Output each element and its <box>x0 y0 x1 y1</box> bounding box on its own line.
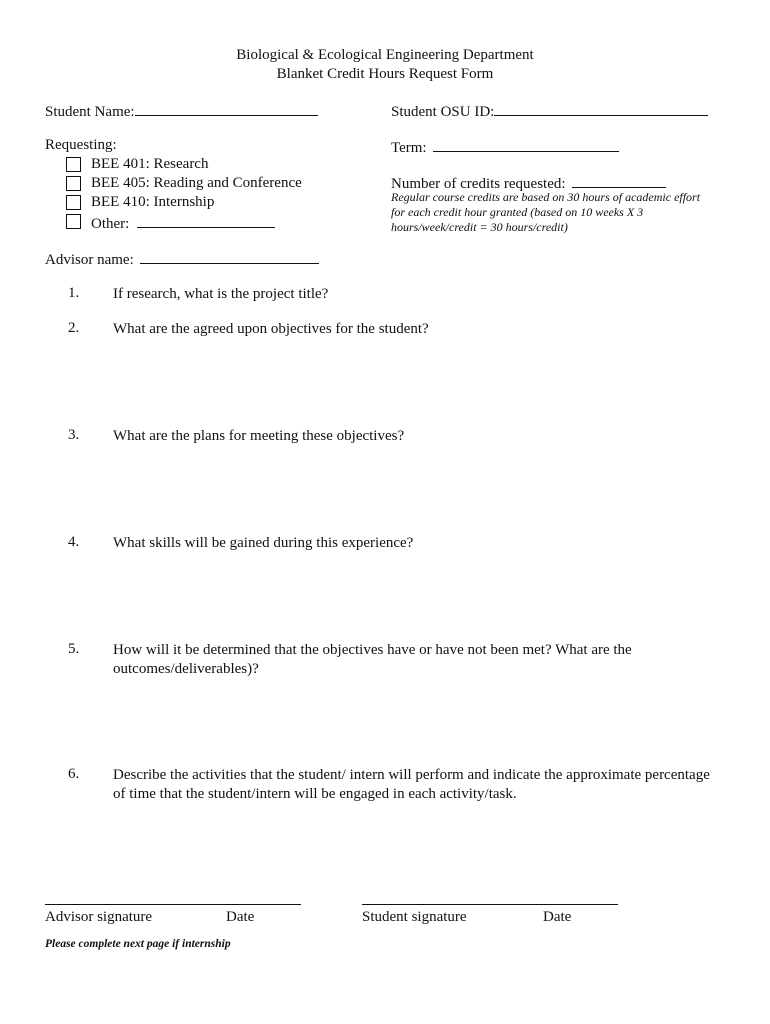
credits-note-line: Regular course credits are based on 30 hours of academic effort <box>391 190 701 204</box>
footer-note: Please complete next page if internship <box>45 938 231 950</box>
question-number: 5. <box>68 641 80 657</box>
student-name-label: Student Name: <box>45 104 135 120</box>
credits-note <box>391 190 731 235</box>
student-name-row <box>45 101 318 121</box>
question-5-line: How will it be determined that the objectives have or have not been met? What are the <box>113 642 632 658</box>
student-name-field[interactable] <box>135 101 318 116</box>
question-2: What are the agreed upon objectives for the student? <box>113 321 429 337</box>
advisor-date-label: Date <box>226 909 255 925</box>
question-number: 3. <box>68 427 80 443</box>
option-checkbox-other[interactable] <box>66 214 81 229</box>
credits-note-line: hours/week/credit = 30 hours/credit) <box>391 220 568 234</box>
question-5-line: outcomes/deliverables)? <box>113 661 259 677</box>
option-checkbox-405[interactable] <box>66 176 81 191</box>
option-checkbox-410[interactable] <box>66 195 81 210</box>
student-signature-line[interactable] <box>362 904 618 905</box>
term-row <box>391 137 619 157</box>
question-3: What are the plans for meeting these objectives? <box>113 428 405 444</box>
question-5 <box>113 641 723 679</box>
option-label-410: BEE 410: Internship <box>91 194 215 210</box>
form-title: Blanket Credit Hours Request Form <box>276 66 494 82</box>
advisor-name-label: Advisor name: <box>45 252 134 268</box>
credits-label: Number of credits requested: <box>391 176 566 192</box>
advisor-signature-line[interactable] <box>45 904 301 905</box>
advisor-name-field[interactable] <box>140 249 319 264</box>
student-signature-label: Student signature <box>362 909 467 925</box>
department-title: Biological & Ecological Engineering Department <box>236 47 534 63</box>
student-id-row <box>391 101 708 121</box>
question-1: If research, what is the project title? <box>113 286 329 302</box>
question-number: 4. <box>68 534 80 550</box>
term-field[interactable] <box>433 137 619 152</box>
option-label-other: Other: <box>91 216 130 232</box>
advisor-name-row <box>45 249 319 269</box>
requesting-label: Requesting: <box>45 137 117 153</box>
student-date-label: Date <box>543 909 572 925</box>
student-id-field[interactable] <box>494 101 708 116</box>
question-6 <box>113 766 723 804</box>
term-label: Term: <box>391 140 427 156</box>
option-checkbox-401[interactable] <box>66 157 81 172</box>
credits-note-line: for each credit hour granted (based on 10 weeks X 3 <box>391 205 644 219</box>
question-number: 2. <box>68 320 80 336</box>
question-4: What skills will be gained during this experience? <box>113 535 414 551</box>
question-6-line: Describe the activities that the student/ intern will perform and indicate the approximate percentage <box>113 767 710 783</box>
question-number: 6. <box>68 766 80 782</box>
option-label-405: BEE 405: Reading and Conference <box>91 175 302 191</box>
question-6-line: of time that the student/intern will be engaged in each activity/task. <box>113 786 517 802</box>
credits-field[interactable] <box>572 173 666 188</box>
question-number: 1. <box>68 285 80 301</box>
option-label-401: BEE 401: Research <box>91 156 209 172</box>
option-other-row <box>91 213 275 233</box>
advisor-signature-label: Advisor signature <box>45 909 153 925</box>
student-id-label: Student OSU ID: <box>391 104 495 120</box>
other-field[interactable] <box>137 213 275 228</box>
